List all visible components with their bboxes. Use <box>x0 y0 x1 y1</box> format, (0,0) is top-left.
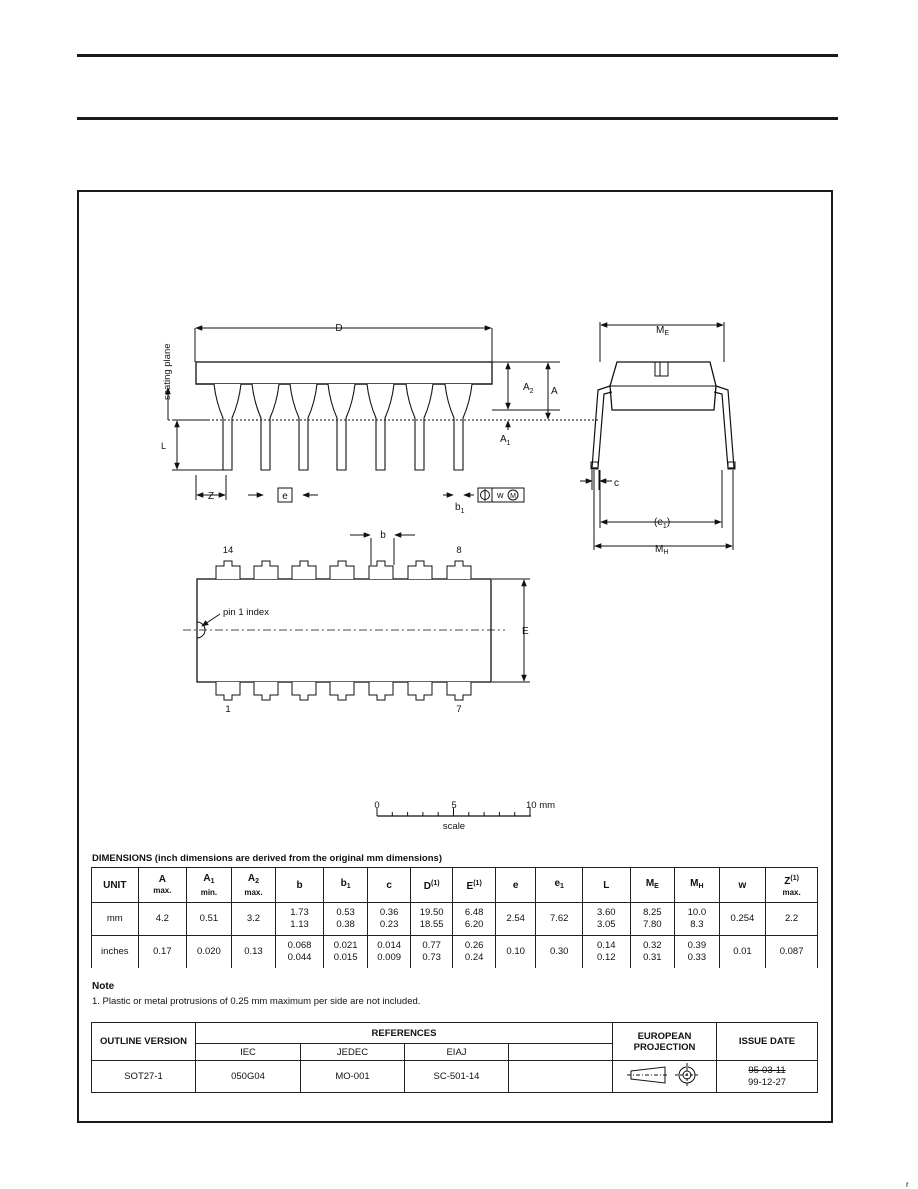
dimension-value: 10.0 <box>687 907 707 918</box>
dimension-value: 0.13 <box>244 946 263 957</box>
outline-version-header: OUTLINE VERSION <box>92 1023 196 1061</box>
dimension-value: 2.2 <box>785 913 799 924</box>
european-projection-header: EUROPEAN PROJECTION <box>613 1023 717 1061</box>
dimension-value: 0.020 <box>197 946 221 957</box>
dimension-value: 0.53 <box>336 907 355 918</box>
dimension-value: 1.73 <box>290 907 309 918</box>
bottom-pin <box>330 682 354 700</box>
label-b1: $b_1$ <box>455 502 465 515</box>
dimension-row <box>92 903 818 936</box>
dimension-value: 0.23 <box>379 919 399 930</box>
jedec-value: MO-001 <box>301 1061 405 1093</box>
dimension-value: 0.015 <box>333 952 358 963</box>
dimension-cell <box>675 936 720 969</box>
end-view <box>580 322 735 550</box>
dimension-value: 1.13 <box>290 919 309 930</box>
dimension-cell <box>368 936 411 969</box>
dimension-value: 0.10 <box>506 946 525 957</box>
label-A1: $A_1$ <box>500 434 511 447</box>
dimension-value: 0.01 <box>733 946 752 957</box>
dimension-cell <box>276 903 324 936</box>
dim-col-header: c <box>368 868 411 903</box>
dimension-value: 6.48 <box>464 907 484 918</box>
side-view <box>168 328 600 502</box>
bottom-pin <box>408 682 432 700</box>
dimension-value: 7.80 <box>643 919 662 930</box>
dimension-value: 0.73 <box>422 952 441 963</box>
dimension-value: 0.14 <box>597 940 616 951</box>
label-ME: $M_E$ <box>656 325 670 337</box>
dimension-value: 0.254 <box>730 913 755 924</box>
dim-col-header: $Z^{(1)}$ max. <box>766 868 818 903</box>
dimension-cell <box>719 903 766 936</box>
dimension-cell <box>323 903 368 936</box>
unit-cell: inches <box>92 936 139 969</box>
dimensions-title: DIMENSIONS (inch dimensions are derived from the original mm dimensions) <box>92 853 442 864</box>
dimension-cell <box>276 936 324 969</box>
eiaj-header: EIAJ <box>405 1044 509 1061</box>
dim-col-header: e <box>495 868 536 903</box>
label-pin7: 7 <box>456 704 462 715</box>
dimension-value: 18.55 <box>419 919 444 930</box>
dimension-cell <box>453 936 496 969</box>
scale-label-0: 0 <box>374 800 380 811</box>
label-pin1-index: pin 1 index <box>223 607 269 618</box>
note-text: 1. Plastic or metal protrusions of 0.25 mm maximum per side are not included. <box>92 996 421 1007</box>
dimension-cell <box>536 903 583 936</box>
label-E: E <box>522 626 529 637</box>
dimensions-header-row <box>92 868 818 903</box>
bottom-pin <box>369 682 393 700</box>
dimension-cell <box>766 936 818 969</box>
dimension-cell <box>719 936 766 969</box>
first-angle-projection-icon <box>625 1063 705 1087</box>
issue-date-values <box>717 1061 818 1093</box>
dimension-value: 0.38 <box>336 919 355 930</box>
dimension-cell <box>187 936 232 969</box>
side-lead <box>445 384 472 470</box>
dimension-value: 7.62 <box>549 913 569 924</box>
label-w: w <box>497 490 504 500</box>
dimension-cell <box>453 903 496 936</box>
dim-col-header: $e_1$ <box>536 868 583 903</box>
dimension-value: 0.021 <box>333 940 358 951</box>
iec-header: IEC <box>196 1044 301 1061</box>
dimension-cell <box>323 936 368 969</box>
side-lead <box>214 384 241 470</box>
label-L: L <box>161 441 167 451</box>
dimension-cell <box>187 903 232 936</box>
label-A: A <box>551 386 558 397</box>
blank-reference-value <box>509 1061 613 1093</box>
outline-version-value: SOT27-1 <box>92 1061 196 1093</box>
dimension-value: 0.51 <box>199 913 219 924</box>
dimension-value: 0.36 <box>379 907 399 918</box>
dimension-value: 3.2 <box>246 913 261 924</box>
dimension-cell <box>536 936 583 969</box>
top-pin <box>292 561 316 579</box>
dimension-cell <box>766 903 818 936</box>
dimension-value: 3.05 <box>597 919 616 930</box>
dimension-cell <box>630 936 675 969</box>
dim-col-header: $D^{(1)}$ <box>410 868 453 903</box>
dimension-value: 3.60 <box>597 907 616 918</box>
dimensions-table <box>91 867 818 968</box>
dimension-cell <box>368 903 411 936</box>
top-pin <box>216 561 240 579</box>
dim-col-header: $A_1$ min. <box>187 868 232 903</box>
label-c: c <box>614 478 619 489</box>
dimension-value: 6.20 <box>464 919 484 930</box>
label-b: b <box>380 530 386 541</box>
label-pin8: 8 <box>456 545 462 556</box>
issue-date-new: 99-12-27 <box>747 1076 787 1088</box>
dimension-row <box>92 936 818 969</box>
side-lead <box>328 384 355 470</box>
dim-col-header: b <box>276 868 324 903</box>
label-e: e <box>282 491 288 502</box>
dimension-cell <box>410 936 453 969</box>
dimension-cell <box>410 903 453 936</box>
dim-col-header: w <box>719 868 766 903</box>
dim-col-header: $M_H$ <box>675 868 720 903</box>
references-header: REFERENCES <box>196 1023 613 1044</box>
side-lead <box>406 384 433 470</box>
dimension-cell <box>138 936 187 969</box>
dim-col-header: L <box>582 868 630 903</box>
dimension-value: 0.087 <box>779 946 804 957</box>
side-body <box>196 362 492 384</box>
dimension-value: 0.24 <box>464 952 484 963</box>
dimension-value: 4.2 <box>155 913 169 924</box>
dim-col-header: A max. <box>138 868 187 903</box>
top-body <box>197 579 491 682</box>
issue-date-header: ISSUE DATE <box>717 1023 818 1061</box>
corner-mark: r <box>906 1180 909 1189</box>
projection-symbol <box>613 1061 717 1093</box>
dimension-value: 0.30 <box>549 946 569 957</box>
top-pin <box>369 561 393 579</box>
references-table <box>91 1022 818 1093</box>
side-lead <box>290 384 317 470</box>
unit-cell: mm <box>92 903 139 936</box>
bottom-pin <box>216 682 240 700</box>
dimension-value: 0.32 <box>643 940 662 951</box>
label-seating-plane: seating plane <box>162 343 173 400</box>
bottom-pin <box>292 682 316 700</box>
dimension-value: 0.12 <box>597 952 616 963</box>
dimension-cell <box>582 936 630 969</box>
bottom-pin <box>254 682 278 700</box>
jedec-header: JEDEC <box>301 1044 405 1061</box>
dimension-cell <box>231 903 276 936</box>
label-M-circle: M <box>510 493 516 500</box>
dimension-value: 2.54 <box>506 913 525 924</box>
dimension-cell <box>231 936 276 969</box>
dim-col-header: $M_E$ <box>630 868 675 903</box>
dimension-value: 0.009 <box>377 952 402 963</box>
dimension-cell <box>495 903 536 936</box>
dimension-cell <box>630 903 675 936</box>
iec-value: 050G04 <box>196 1061 301 1093</box>
label-Z: Z <box>207 491 215 502</box>
dimension-value: 8.3 <box>690 919 704 930</box>
issue-date-old: 95-03-11 <box>748 1064 786 1076</box>
dimension-value: 0.33 <box>687 952 707 963</box>
note-title: Note <box>92 981 115 992</box>
top-pin <box>408 561 432 579</box>
dimension-value: 0.26 <box>464 940 484 951</box>
eiaj-value: SC-501-14 <box>405 1061 509 1093</box>
dim-col-header: $b_1$ <box>323 868 368 903</box>
dimension-value: 0.068 <box>287 940 312 951</box>
dimension-value: 8.25 <box>643 907 662 918</box>
bottom-pin <box>447 682 471 700</box>
dimension-cell <box>675 903 720 936</box>
top-pin <box>330 561 354 579</box>
side-lead <box>252 384 279 470</box>
dimension-value: 0.044 <box>287 952 312 963</box>
label-A2: $A_2$ <box>523 382 534 395</box>
dimension-value: 19.50 <box>419 907 444 918</box>
dimension-value: 0.014 <box>377 940 402 951</box>
dim-col-header: $A_2$ max. <box>231 868 276 903</box>
label-D: D <box>335 323 343 334</box>
dimension-cell <box>495 936 536 969</box>
dimension-value: 0.31 <box>643 952 662 963</box>
label-e1: $(e_1)$ <box>654 517 671 530</box>
scale-label-5: 5 <box>451 800 457 811</box>
blank-reference-header <box>509 1044 613 1061</box>
dimension-value: 0.77 <box>422 940 441 951</box>
dimension-cell <box>138 903 187 936</box>
top-pin <box>447 561 471 579</box>
scale-label: scale <box>442 821 466 832</box>
dim-col-header: UNIT <box>92 868 139 903</box>
scale-label-10: 10 mm <box>526 800 556 811</box>
label-pin14: 14 <box>222 545 234 556</box>
label-MH: $M_H$ <box>655 544 669 556</box>
side-lead <box>367 384 394 470</box>
top-pin <box>254 561 278 579</box>
dim-col-header: $E^{(1)}$ <box>453 868 496 903</box>
label-pin1: 1 <box>225 704 231 715</box>
dimension-cell <box>582 903 630 936</box>
dimension-value: 0.39 <box>687 940 707 951</box>
dimension-value: 0.17 <box>153 946 172 957</box>
